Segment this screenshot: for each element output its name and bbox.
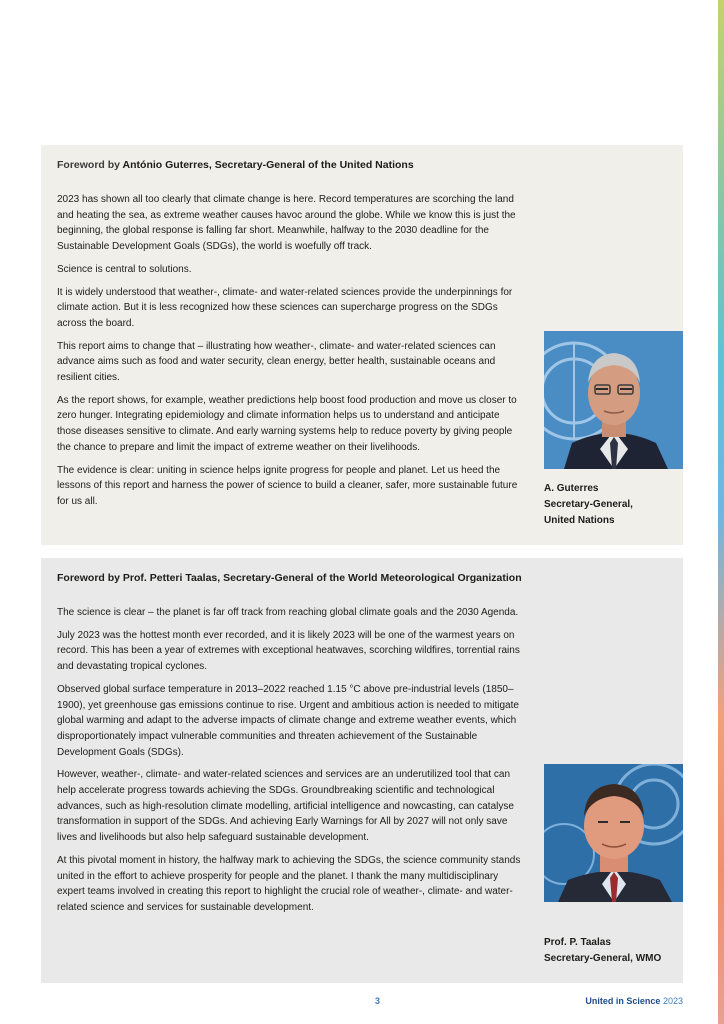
portrait-caption: Prof. P. Taalas Secretary-General, WMO bbox=[544, 937, 662, 964]
paragraph: Observed global surface temperature in 2013–2022 reached 1.15 °C above pre-industrial levels (1850–1900), yet greenhouse gas emissions continue to rise. Urgent and ambitious action is needed to mitigate global warming and adapt to the adverse impacts of climate change and extreme weather events, which disproportionately impact vulnerable communities and threaten achievement of the Sustainable Development Goals (SDGs). bbox=[57, 683, 519, 758]
foreword-taalas bbox=[41, 558, 683, 983]
foreword-body bbox=[57, 192, 523, 510]
paragraph: 2023 has shown all too clearly that climate change is here. Record temperatures are scorching the land and heating the sea, as extreme weather causes havoc around the globe. While we know this is just the beginning, the global response is falling far short. Meanwhile, halfway to the 2030 deadline for the Sustainable Development Goals (SDGs), the world is woefully off track. bbox=[57, 194, 516, 253]
paragraph: It is widely understood that weather-, climate- and water-related sciences provide the underpinnings for climate action. But it is less recognized how these sciences can supercharge progress on the SDGs across the board. bbox=[57, 286, 513, 329]
paragraph: The evidence is clear: uniting in science helps ignite progress for people and planet. Let us heed the lessons of this report and harness the power of science to build a cleaner, safer, more sustainable future for us all. bbox=[57, 464, 518, 507]
paragraph: At this pivotal moment in history, the halfway mark to achieving the SDGs, the science community stands united in the effort to achieve prosperity for people and the planet. I thank the many multidisciplinary expert teams involved in creating this report to highlight the crucial role of weather-, climate- and water-related science and services for sustainable development. bbox=[57, 854, 521, 913]
foreword-heading: Foreword by António Guterres, Secretary-General of the United Nations bbox=[57, 159, 414, 171]
paragraph: This report aims to change that – illustrating how weather-, climate- and water-related sciences can advance aims such as food and water security, clean energy, better health, sustainable oceans and resilient cities. bbox=[57, 340, 496, 384]
paragraph: As the report shows, for example, weather predictions help boost food production and move us closer to zero hunger. Integrating epidemiology and climate information helps us to understand and anticipate those diseases sensitive to climate. And early warning systems help to reduce poverty by giving people the chance to prepare and limit the impact of extreme weather on their livelihoods. bbox=[57, 394, 517, 453]
portrait-caption: A. Guterres Secretary-General, United Nations bbox=[544, 483, 633, 526]
publication-title: United in Science 2023 bbox=[585, 996, 683, 1006]
foreword-heading: Foreword by Prof. Petteri Taalas, Secretary-General of the World Meteorological Organization bbox=[57, 572, 522, 584]
foreword-guterres bbox=[41, 145, 683, 545]
portrait-guterres bbox=[544, 331, 683, 469]
paragraph: Science is central to solutions. bbox=[57, 263, 192, 275]
decorative-gradient-bar bbox=[718, 0, 724, 1024]
foreword-body bbox=[57, 605, 523, 916]
portrait-taalas bbox=[544, 764, 683, 902]
paragraph: However, weather-, climate- and water-related sciences and services are an underutilized tool that can help accelerate progress towards achieving the SDGs. Groundbreaking scientific and technological advances, such as high-resolution climate modelling, artificial intelligence and nowcasting, can catalyse transformation in support of the SDGs. And achieving Early Warnings for All by 2027 will not only save lives and livelihoods but also help safeguard sustainable development. bbox=[57, 769, 514, 844]
paragraph: July 2023 was the hottest month ever recorded, and it is likely 2023 will be one of the warmest years on record. This has been a year of extremes with exceptional heatwaves, scorching wildfires, torrential rains and devastating tropical cyclones. bbox=[57, 629, 520, 673]
paragraph: The science is clear – the planet is far off track from reaching global climate goals and the 2030 Agenda. bbox=[57, 607, 519, 618]
page-number: 3 bbox=[375, 996, 381, 1006]
